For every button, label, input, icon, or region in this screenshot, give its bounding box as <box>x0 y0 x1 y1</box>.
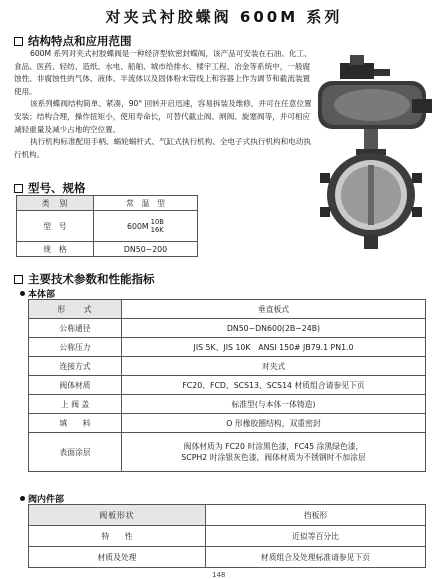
param-value: 近似等百分比 <box>206 526 426 547</box>
models-category-value: 常 温 型 <box>94 196 198 211</box>
models-spec-label: 规 格 <box>17 242 94 257</box>
table-row <box>29 338 426 357</box>
butterfly-valve-illustration <box>300 55 440 255</box>
models-table <box>16 195 198 257</box>
param-value: FC20、FCD、SCS13、SCS14 材质组合请参见下页 <box>122 376 426 395</box>
param-label: 材质及处理 <box>29 547 206 568</box>
bullet-dot-icon <box>20 291 25 296</box>
param-label: 上 阀 盖 <box>29 395 122 414</box>
models-model-label: 型 号 <box>17 211 94 242</box>
table-row <box>17 242 198 257</box>
model-prefix: 600M <box>127 221 149 231</box>
params-heading-text: 主要技术参数和性能指标 <box>28 272 155 286</box>
model-variant: 10B <box>150 218 164 226</box>
table-row <box>29 414 426 433</box>
models-heading-text: 型号、规格 <box>28 181 86 195</box>
param-value <box>122 433 426 472</box>
param-label: 形 式 <box>29 300 122 319</box>
param-value: 材质组合及处理标准请参见下页 <box>206 547 426 568</box>
table-row <box>29 300 426 319</box>
square-bullet-icon <box>14 275 23 284</box>
param-label: 表面涂层 <box>29 433 122 472</box>
features-heading-text: 结构特点和应用范围 <box>28 34 132 48</box>
features-paragraph-2: 该系列蝶阀结构简单、紧凑，90° 回转开启迅速，容易拆装及维修，并可在任意位置安装；结构合理，操作扭矩小，使用寿命长，可替代截止阀、闸阀、旋塞阀等，并可相应减轻重量及减少占地的空位置。 <box>14 99 312 134</box>
table-row <box>29 526 426 547</box>
models-heading <box>14 180 86 196</box>
model-variant: 16K <box>150 226 164 234</box>
models-spec-value: DN50~200 <box>94 242 198 257</box>
table-row <box>29 319 426 338</box>
coating-line: SCPH2 时涂银灰色漆，阀体材质为不锈钢时不加涂层 <box>181 453 366 462</box>
coating-line: 阀体材质为 FC20 时涂黑色漆，FC45 涂黑绿色漆， <box>183 442 364 451</box>
inner-subheading-text: 阀内件部 <box>28 495 65 505</box>
param-label: 公称通径 <box>29 319 122 338</box>
param-label: 阀板形状 <box>29 505 206 526</box>
models-model-value <box>94 211 198 242</box>
param-value: O 形橡胶圈结构，双重密封 <box>122 414 426 433</box>
features-paragraph-1: 600M 系列对夹式衬胶蝶阀是一种经济型软密封蝶阀，该产品可安装在石油、化工、食品、医药、轻纺、造纸、水电、船舶、城市给排水、楼宇工程、冶金等系统中，一般腐蚀性、非腐蚀性的气体、液体、半流体以及固体粉末管线上和容器上作为调节和截流装置使用。 <box>14 49 312 96</box>
square-bullet-icon <box>14 37 23 46</box>
param-value: 标准型(与本体一体铸造) <box>122 395 426 414</box>
table-row <box>29 547 426 568</box>
inner-params-table <box>28 504 426 568</box>
table-row <box>17 211 198 242</box>
param-label: 特 性 <box>29 526 206 547</box>
param-label: 公称压力 <box>29 338 122 357</box>
bullet-dot-icon <box>20 496 25 501</box>
param-label: 填 料 <box>29 414 122 433</box>
param-value: DN50~DN600(2B~24B) <box>122 319 426 338</box>
models-category-label: 类 别 <box>17 196 94 211</box>
param-value: 垂直板式 <box>122 300 426 319</box>
param-value: 对夹式 <box>122 357 426 376</box>
table-row <box>29 505 426 526</box>
table-row <box>17 196 198 211</box>
features-text <box>14 48 314 161</box>
table-row <box>29 376 426 395</box>
param-value: 挡板形 <box>206 505 426 526</box>
features-paragraph-3: 执行机构标准配用手柄、蜗轮蜗杆式、气缸式执行机构、全电子式执行机构和电动执行机构。 <box>14 137 311 159</box>
param-value: JIS 5K、JIS 10K ANSI 150# JB79.1 PN1.0 <box>122 338 426 357</box>
features-heading <box>14 33 132 49</box>
param-label: 阀体材质 <box>29 376 122 395</box>
square-bullet-icon <box>14 184 23 193</box>
table-row <box>29 433 426 472</box>
table-row <box>29 395 426 414</box>
param-label: 连接方式 <box>29 357 122 376</box>
page-title: 对夹式衬胶蝶阀 600M 系列 <box>105 8 343 26</box>
params-heading <box>14 271 155 287</box>
body-params-table <box>28 299 426 472</box>
page-number: 148 <box>212 571 226 579</box>
body-subheading-text: 本体部 <box>28 290 56 300</box>
table-row <box>29 357 426 376</box>
